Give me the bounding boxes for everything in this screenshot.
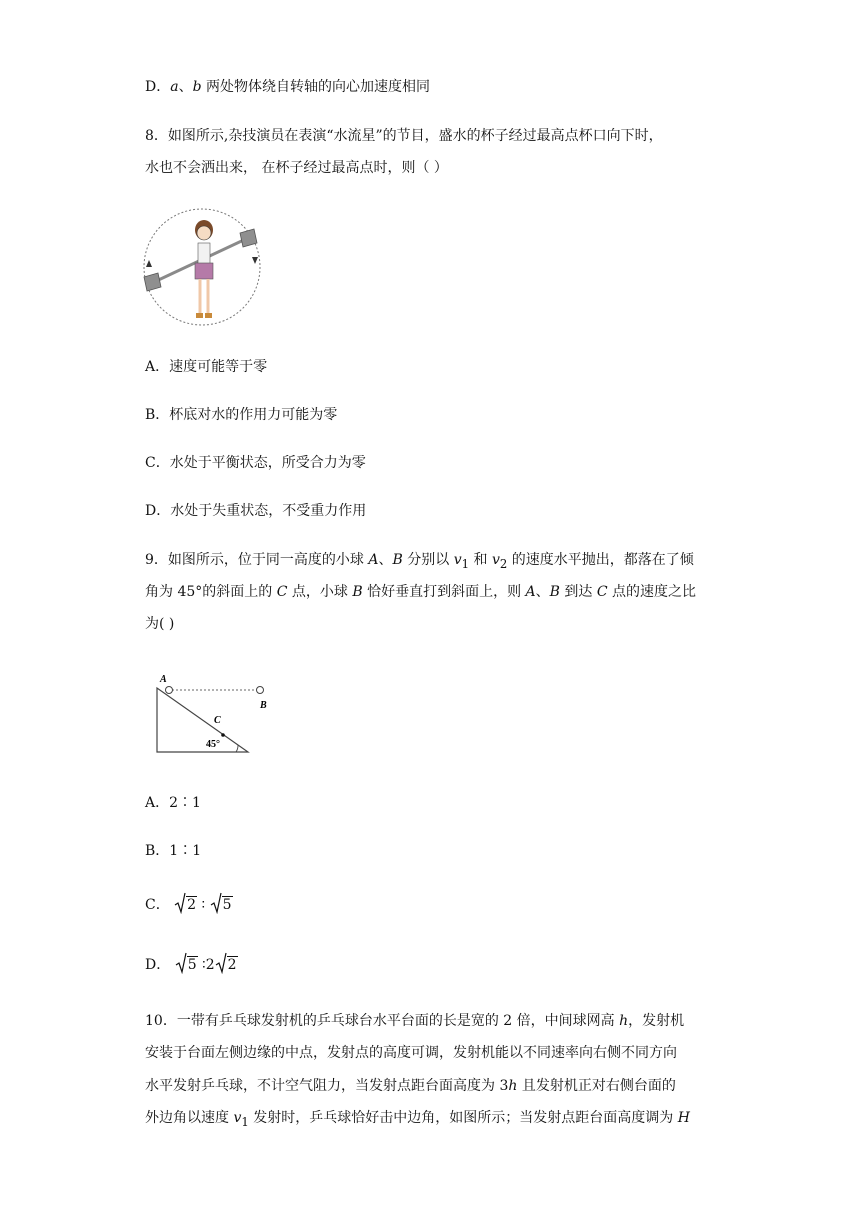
left-cup [144, 273, 161, 291]
q9-option-b: B．1∶1 [145, 843, 202, 859]
q9-stem-line1: 9．如图所示，位于同一高度的小球 A、B 分别以 $v_1$ 和 $v_2$ 的速度水平抛出，都落在了倾 [145, 552, 694, 571]
right-arrow [252, 257, 258, 264]
ball-b [257, 687, 264, 694]
sqrt-symbol: 5 [175, 955, 198, 975]
q8-option-b: B．杯底对水的作用力可能为零 [145, 407, 338, 423]
sqrt-symbol: 2 [174, 895, 197, 915]
sqrt-symbol: 2 [215, 955, 238, 975]
incline-figure [150, 668, 280, 758]
q9-option-a: A．2∶1 [145, 795, 201, 811]
incline-triangle [157, 688, 248, 752]
label-a: A [160, 674, 167, 685]
q8-stem-line2: 水也不会洒出来， 在杯子经过最高点时，则（ ） [145, 160, 448, 176]
point-c [221, 733, 225, 737]
q9-stem-line3: 为( ) [145, 616, 175, 632]
q9-option-c: C． 2 ∶ 5 [145, 895, 233, 915]
water-meteor-figure [140, 205, 265, 330]
angle-arc [236, 745, 238, 752]
left-arrow [146, 260, 152, 267]
performer-figure [195, 220, 213, 318]
q7-option-d: D．a、b 两处物体绕自转轴的向心加速度相同 [145, 79, 431, 95]
label-c: C [214, 715, 221, 726]
q8-option-c: C．水处于平衡状态，所受合力为零 [145, 455, 366, 471]
q9-stem-line2: 角为 45°的斜面上的 C 点，小球 B 恰好垂直打到斜面上，则 A、B 到达 C 点的速度之比 [145, 584, 697, 600]
ball-a [166, 687, 173, 694]
right-cup [240, 229, 257, 247]
q10-line1: 10．一带有乒乓球发射机的乒乓球台水平台面的长是宽的 2 倍，中间球网高 h，发射机 [145, 1013, 685, 1029]
label-angle: 45° [206, 739, 220, 750]
q8-stem-line1: 8．如图所示,杂技演员在表演“水流星”的节目，盛水的杯子经过最高点杯口向下时， [145, 128, 663, 144]
q8-option-d: D．水处于失重状态，不受重力作用 [145, 503, 367, 519]
sqrt-symbol: 5 [210, 895, 233, 915]
q8-option-a: A．速度可能等于零 [145, 359, 268, 375]
q10-line2: 安装于台面左侧边缘的中点，发射点的高度可调，发射机能以不同速率向右侧不同方向 [145, 1045, 677, 1061]
q10-line3: 水平发射乒乓球，不计空气阻力，当发射点距台面高度为 3h 且发射机正对右侧台面的 [145, 1078, 676, 1094]
label-b: B [260, 700, 267, 711]
q9-option-d: D． 5 ∶2 2 [145, 955, 238, 975]
q10-line4: 外边角以速度 $v_1$ 发射时，乒乓球恰好击中边角，如图所示；当发射点距台面高度调为 H [145, 1110, 690, 1129]
